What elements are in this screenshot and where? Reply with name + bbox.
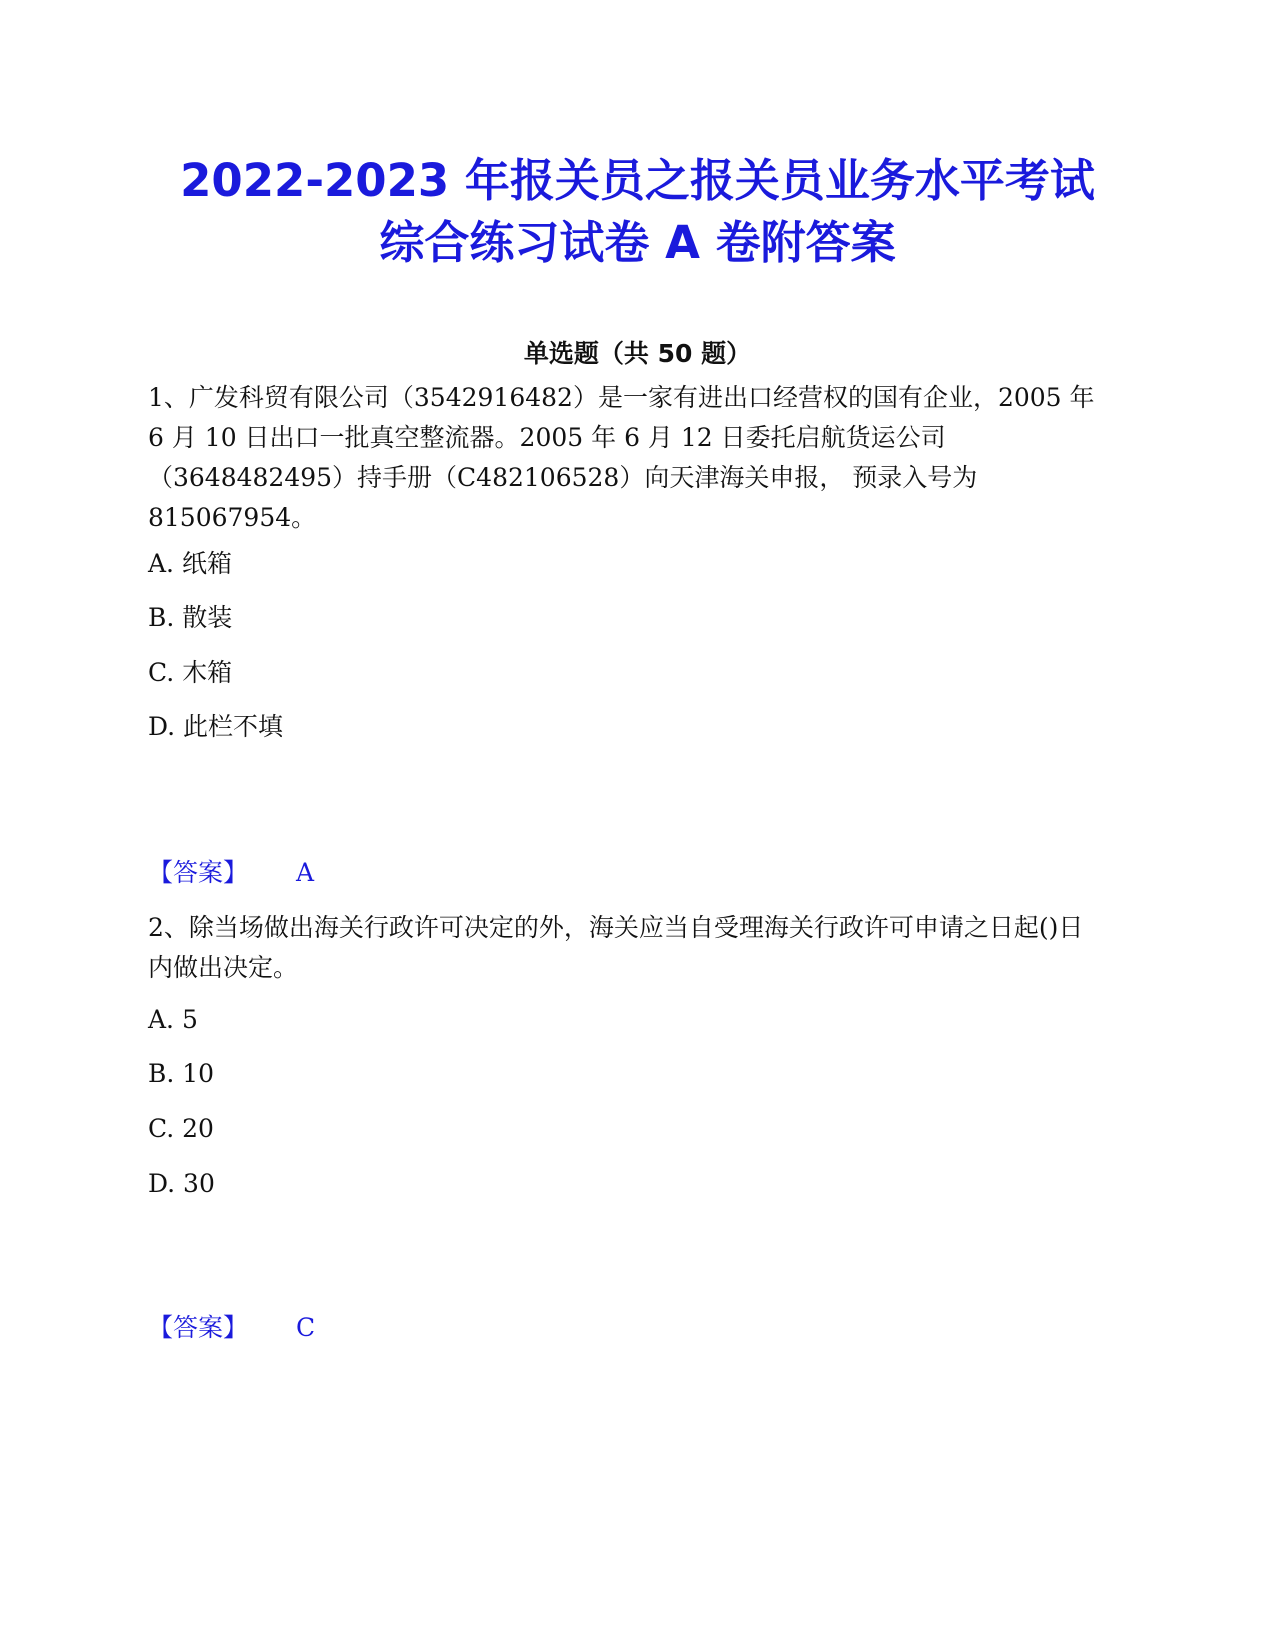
answer-value: A	[296, 858, 315, 887]
answer-value: C	[296, 1313, 316, 1342]
answer-label: 【答案】	[148, 858, 249, 887]
document-title	[100, 150, 1175, 274]
question-1-answer	[148, 855, 314, 891]
question-1-option-d: D. 此栏不填	[148, 712, 284, 741]
question-2-answer	[148, 1310, 315, 1346]
question-2-option-d: D. 30	[148, 1169, 215, 1198]
question-1-text: 1、广发科贸有限公司（3542916482）是一家有进出口经营权的国有企业，2005 年 6 月 10 日出口一批真空整流器。2005 年 6 月 12 日委托启航货运公司（3648482495）持手册（C482106528）向天津海关申报， 预录入号为815067954。	[148, 383, 1095, 532]
answer-label: 【答案】	[148, 1313, 249, 1342]
question-1-option-b: B. 散装	[148, 603, 233, 632]
question-2-option-c: C. 20	[148, 1114, 214, 1143]
question-2-option-a: A. 5	[148, 1005, 198, 1034]
question-1-option-c: C. 木箱	[148, 658, 233, 687]
title-line-2: 综合练习试卷 A 卷附答案	[379, 216, 896, 269]
question-2-option-b: B. 10	[148, 1059, 215, 1088]
title-line-1: 2022-2023 年报关员之报关员业务水平考试	[180, 154, 1095, 207]
section-heading: 单选题（共 50 题）	[523, 339, 752, 368]
question-2-text: 2、除当场做出海关行政许可决定的外，海关应当自受理海关行政许可申请之日起()日内做出决定。	[148, 913, 1084, 982]
question-1-option-a: A. 纸箱	[148, 549, 232, 578]
